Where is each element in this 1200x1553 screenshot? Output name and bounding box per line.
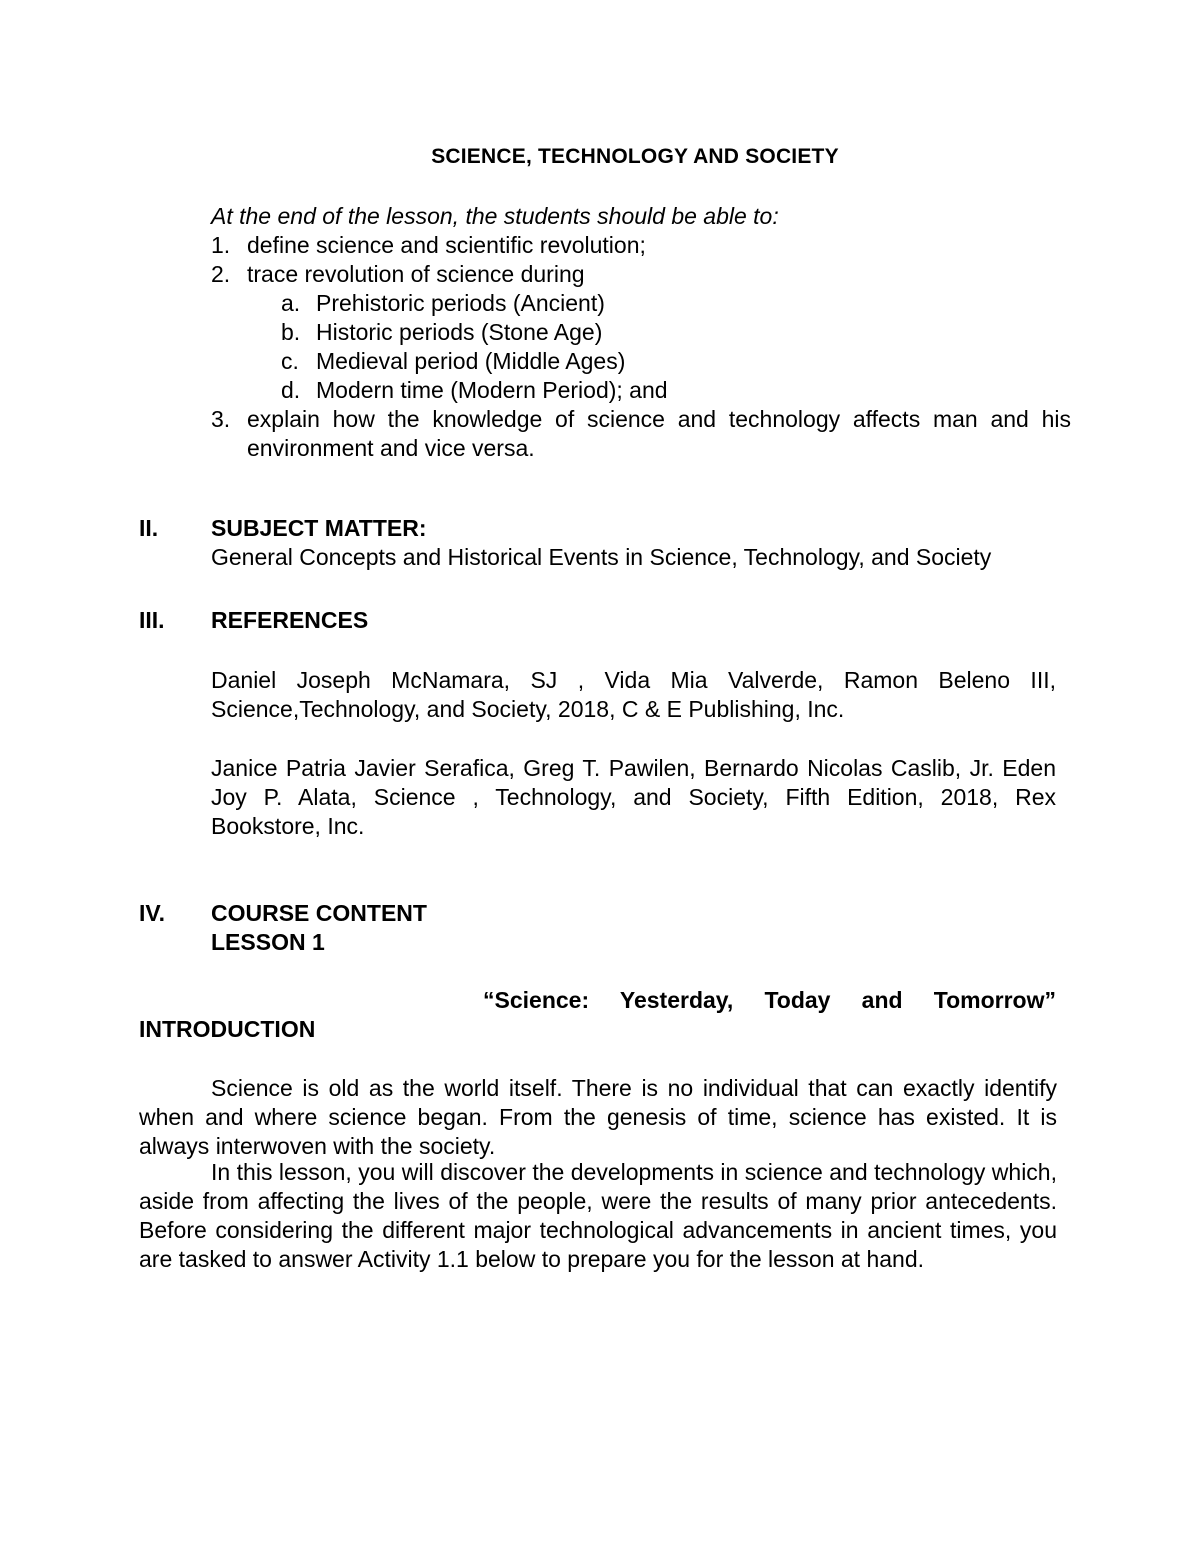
period-letter: b.	[281, 319, 301, 345]
section-number: III.	[139, 607, 165, 633]
section-number: IV.	[139, 900, 166, 926]
objective-number: 3.	[211, 406, 231, 432]
period-letter: c.	[281, 348, 299, 374]
period-letter: a.	[281, 290, 301, 316]
section-heading: REFERENCES	[211, 607, 369, 633]
objective-item	[211, 260, 1071, 289]
section-heading: SUBJECT MATTER:	[211, 515, 427, 541]
objective-text: explain how the knowledge of science and technology affects man and his environment and vice versa.	[247, 406, 1071, 461]
objective-text: define science and scientific revolution;	[247, 232, 646, 258]
objective-number: 2.	[211, 261, 231, 287]
lesson-label: LESSON 1	[211, 929, 325, 955]
period-item	[211, 376, 1071, 405]
subject-matter-text: General Concepts and Historical Events in Science, Technology, and Society	[211, 544, 992, 570]
objective-number: 1.	[211, 232, 231, 258]
period-item	[211, 289, 1071, 318]
document-title: SCIENCE, TECHNOLOGY AND SOCIETY	[431, 145, 839, 168]
period-text: Prehistoric periods (Ancient)	[316, 290, 605, 316]
introduction-paragraph: Science is old as the world itself. There is no individual that can exactly identify when and where science began. From the genesis of time, science has existed. It is always interwoven with the society.	[139, 1075, 1057, 1159]
period-text: Medieval period (Middle Ages)	[316, 348, 626, 374]
lesson-title: “Science: Yesterday, Today and Tomorrow”	[483, 987, 1056, 1013]
period-item	[211, 318, 1071, 347]
period-text: Historic periods (Stone Age)	[316, 319, 603, 345]
introduction-heading: INTRODUCTION	[139, 1016, 316, 1042]
objectives-list	[211, 231, 1071, 289]
objective-item	[211, 231, 1071, 260]
objective-text: trace revolution of science during	[247, 261, 585, 287]
section-heading: COURSE CONTENT	[211, 900, 427, 926]
period-letter: d.	[281, 377, 301, 403]
objectives-intro: At the end of the lesson, the students should be able to:	[211, 203, 779, 229]
reference-entry: Janice Patria Javier Serafica, Greg T. Pawilen, Bernardo Nicolas Caslib, Jr. Eden Joy P. Alata, Science , Technology, and Society, Fifth Edition, 2018, Rex Bookstore, Inc.	[211, 755, 1056, 839]
periods-sublist	[211, 289, 1071, 405]
objectives-list-continued	[211, 405, 1071, 463]
reference-entry: Daniel Joseph McNamara, SJ , Vida Mia Valverde, Ramon Beleno III, Science,Technology, and Society, 2018, C & E Publishing, Inc.	[211, 667, 1056, 722]
objective-item	[211, 405, 1071, 463]
period-text: Modern time (Modern Period); and	[316, 377, 668, 403]
introduction-paragraph: In this lesson, you will discover the developments in science and technology which, aside from affecting the lives of the people, were the results of many prior antecedents. Before considering the different major technological advancements in ancient times, you are tasked to answer Activity 1.1 below to prepare you for the lesson at hand.	[139, 1159, 1057, 1272]
section-number: II.	[139, 515, 159, 541]
objectives-section	[211, 202, 1071, 463]
period-item	[211, 347, 1071, 376]
